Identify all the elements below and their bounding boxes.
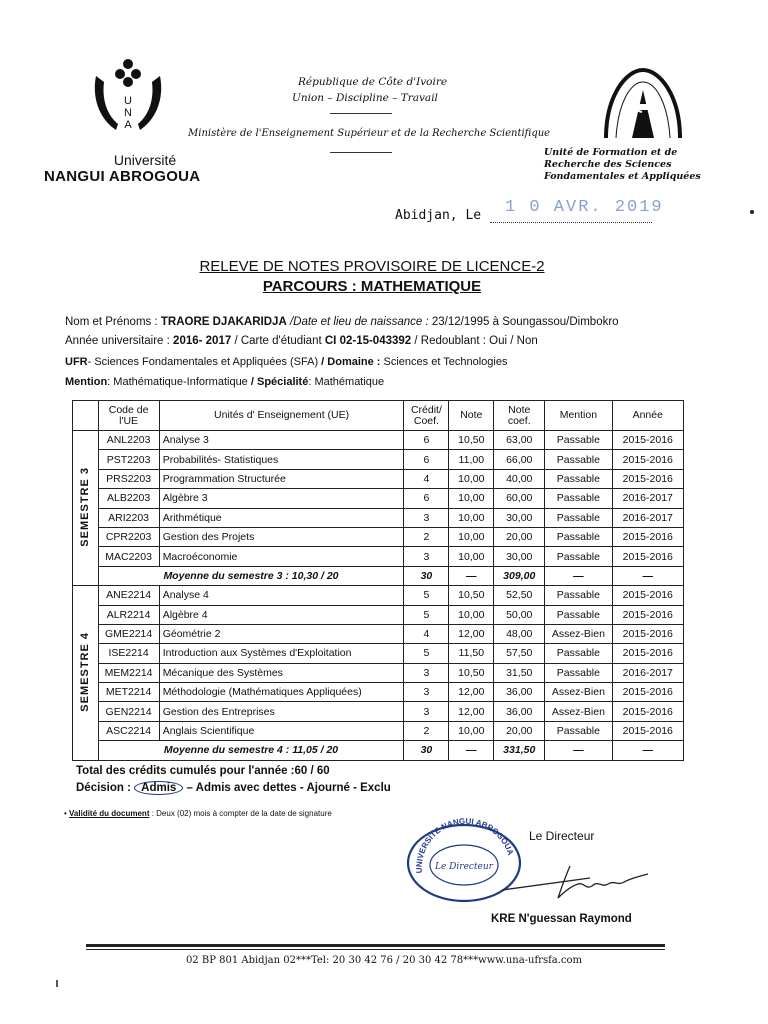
table-row <box>73 605 684 624</box>
republic-name: République de Côte d'Ivoire <box>298 76 448 88</box>
ue-note-coef: 30,00 <box>494 508 545 527</box>
ue-year: 2015-2016 <box>612 605 683 624</box>
university-name-line1: Université <box>113 152 177 168</box>
ue-name: Analyse 3 <box>159 431 404 450</box>
ue-credit: 5 <box>404 586 449 605</box>
ue-year: 2016-2017 <box>612 508 683 527</box>
ue-name: Gestion des Entreprises <box>159 702 404 721</box>
semester-total-note: — <box>449 566 494 585</box>
ue-year: 2015-2016 <box>612 586 683 605</box>
place-label: Abidjan, Le <box>395 208 482 223</box>
ue-credit: 2 <box>404 721 449 740</box>
ue-mention: Assez-Bien <box>545 624 612 643</box>
ue-credit: 3 <box>404 547 449 566</box>
validity-note <box>64 809 332 818</box>
semester-total-credit: 30 <box>404 741 449 760</box>
semester-total-mention: — <box>545 566 612 585</box>
table-row <box>73 527 684 546</box>
specialty-label: / Spécialité <box>247 376 309 388</box>
director-name: KRE N'guessan Raymond <box>491 913 632 925</box>
date-underline <box>490 222 652 223</box>
table-row <box>73 469 684 488</box>
semester-total-mention: — <box>545 741 612 760</box>
ufr-name-line3: Fondamentales et Appliquées <box>544 171 701 182</box>
university-name-line2: NANGUI ABROGOUA <box>44 168 201 185</box>
ue-mention: Passable <box>545 605 612 624</box>
ue-year: 2015-2016 <box>612 469 683 488</box>
university-logo <box>88 56 168 146</box>
ue-year: 2015-2016 <box>612 644 683 663</box>
ue-code: ANE2214 <box>98 586 159 605</box>
footer-rule <box>86 949 665 950</box>
table-row <box>73 489 684 508</box>
card-label: / Carte d'étudiant <box>231 335 325 347</box>
ue-code: ANL2203 <box>98 431 159 450</box>
national-motto: Union – Discipline – Travail <box>292 92 438 104</box>
scan-mark <box>56 980 58 987</box>
table-row <box>73 431 684 450</box>
ue-credit: 5 <box>404 644 449 663</box>
ue-name: Programmation Structurée <box>159 469 404 488</box>
ue-note-coef: 20,00 <box>494 721 545 740</box>
semester-total-credit: 30 <box>404 566 449 585</box>
ue-credit: 4 <box>404 469 449 488</box>
student-card: CI 02-15-043392 <box>324 335 412 347</box>
ue-mention: Assez-Bien <box>545 702 612 721</box>
ue-year: 2015-2016 <box>612 624 683 643</box>
ministry-name: Ministère de l'Enseignement Supérieur et de la Recherche Scientifique <box>188 128 551 139</box>
validity-label: Validité du document <box>69 809 150 818</box>
ue-name: Arithmétique <box>159 508 404 527</box>
ue-name: Méthodologie (Mathématiques Appliquées) <box>159 683 404 702</box>
ue-name: Introduction aux Systèmes d'Exploitation <box>159 644 404 663</box>
ue-mention: Passable <box>545 489 612 508</box>
birth-label: /Date et lieu de naissance : <box>286 316 432 328</box>
ue-mention: Passable <box>545 721 612 740</box>
code-header: Code de l'UE <box>98 401 159 431</box>
ue-code: MET2214 <box>98 683 159 702</box>
ue-year: 2016-2017 <box>612 489 683 508</box>
ue-code: PRS2203 <box>98 469 159 488</box>
ue-credit: 2 <box>404 527 449 546</box>
ue-note: 12,00 <box>449 702 494 721</box>
ue-code: CPR2203 <box>98 527 159 546</box>
ue-credit: 6 <box>404 431 449 450</box>
svg-text:A: A <box>124 119 132 131</box>
ue-note: 10,00 <box>449 605 494 624</box>
ue-note-coef: 40,00 <box>494 469 545 488</box>
mention-label: Mention <box>65 376 108 388</box>
ue-code: ISE2214 <box>98 644 159 663</box>
year-label: Année universitaire : <box>65 335 174 347</box>
ue-note-coef: 52,50 <box>494 586 545 605</box>
table-row <box>73 683 684 702</box>
ue-note-coef: 57,50 <box>494 644 545 663</box>
date-stamp: 1 0 AVR. 2019 <box>505 198 664 217</box>
ue-year: 2015-2016 <box>612 547 683 566</box>
table-row <box>73 586 684 605</box>
academic-year: 2016- 2017 <box>173 335 232 347</box>
ufr-logo <box>596 66 690 142</box>
decision-line <box>76 781 391 795</box>
table-header-row <box>73 401 684 431</box>
year-header: Année <box>612 401 683 431</box>
semester-average: Moyenne du semestre 4 : 11,05 / 20 <box>98 741 404 760</box>
ue-note-coef: 63,00 <box>494 431 545 450</box>
ue-code: PST2203 <box>98 450 159 469</box>
table-row <box>73 702 684 721</box>
semester-average-row <box>73 741 684 760</box>
table-row <box>73 721 684 740</box>
ue-year: 2016-2017 <box>612 663 683 682</box>
domain-label: / Domaine : <box>318 356 384 368</box>
ue-mention: Passable <box>545 469 612 488</box>
grades-table <box>72 400 684 761</box>
table-row <box>73 663 684 682</box>
ue-mention: Passable <box>545 547 612 566</box>
unit-header: Unités d' Enseignement (UE) <box>159 401 404 431</box>
ue-name: Macroéconomie <box>159 547 404 566</box>
semester-label: SEMESTRE 3 <box>79 466 92 547</box>
ue-code: ARI2203 <box>98 508 159 527</box>
table-body <box>73 431 684 761</box>
ue-note: 12,00 <box>449 624 494 643</box>
ue-note-coef: 30,00 <box>494 547 545 566</box>
ue-note: 10,00 <box>449 469 494 488</box>
stamp-center-text: Le Directeur <box>435 862 493 872</box>
specialty-value: : Mathématique <box>308 376 385 388</box>
ue-code: ALR2214 <box>98 605 159 624</box>
mention-header: Mention <box>545 401 612 431</box>
mention-line <box>65 376 384 388</box>
ue-code: GME2214 <box>98 624 159 643</box>
ufr-name <box>544 147 734 183</box>
ue-note: 10,50 <box>449 663 494 682</box>
ue-code: ALB2203 <box>98 489 159 508</box>
header-separator <box>330 152 392 153</box>
ue-name: Analyse 4 <box>159 586 404 605</box>
academic-year-line <box>65 335 538 347</box>
header-separator <box>330 113 392 114</box>
ue-mention: Passable <box>545 663 612 682</box>
ue-name: Probabilités- Statistiques <box>159 450 404 469</box>
repeat-label: / Redoublant : Oui / Non <box>411 335 538 347</box>
table-row <box>73 644 684 663</box>
ue-note-coef: 20,00 <box>494 527 545 546</box>
ue-note: 10,00 <box>449 547 494 566</box>
ue-year: 2015-2016 <box>612 431 683 450</box>
ue-code: MEM2214 <box>98 663 159 682</box>
mention-value: : Mathématique-Informatique <box>107 376 248 388</box>
student-name-line <box>65 316 619 328</box>
semester-total-note-coef: 331,50 <box>494 741 545 760</box>
ue-code: GEN2214 <box>98 702 159 721</box>
ue-credit: 3 <box>404 508 449 527</box>
ue-name: Algèbre 3 <box>159 489 404 508</box>
semester-average-row <box>73 566 684 585</box>
birth-info: 23/12/1995 à Soungassou/Dimbokro <box>431 316 619 328</box>
footer-address: 02 BP 801 Abidjan 02***Tel: 20 30 42 76 / 20 30 42 78***www.una-ufrsfa.com <box>185 955 583 966</box>
scan-mark <box>750 210 754 214</box>
ue-mention: Passable <box>545 508 612 527</box>
semester-average: Moyenne du semestre 3 : 10,30 / 20 <box>98 566 404 585</box>
svg-text:U: U <box>124 95 132 107</box>
note-coef-header: Note coef. <box>494 401 545 431</box>
ue-credit: 5 <box>404 605 449 624</box>
document-subtitle: PARCOURS : MATHEMATIQUE <box>262 278 482 295</box>
ue-year: 2015-2016 <box>612 527 683 546</box>
semester-cell <box>73 586 99 761</box>
ue-year: 2015-2016 <box>612 702 683 721</box>
ue-note: 10,50 <box>449 431 494 450</box>
bullet-icon: • <box>64 809 70 818</box>
semester-total-note-coef: 309,00 <box>494 566 545 585</box>
decision-label: Décision : <box>76 782 135 794</box>
ufr-value: - Sciences Fondamentales et Appliquées (SFA) <box>87 356 319 368</box>
ue-credit: 3 <box>404 683 449 702</box>
note-header: Note <box>449 401 494 431</box>
ue-credit: 4 <box>404 624 449 643</box>
ue-year: 2015-2016 <box>612 721 683 740</box>
ue-mention: Passable <box>545 450 612 469</box>
ue-note-coef: 60,00 <box>494 489 545 508</box>
student-name: TRAORE DJAKARIDJA <box>160 316 287 328</box>
ue-name: Mécanique des Systèmes <box>159 663 404 682</box>
ue-note-coef: 36,00 <box>494 683 545 702</box>
ufr-line <box>65 356 507 368</box>
stamp-ring-text: UNIVERSITE NANGUI ABROGOUA <box>414 816 516 874</box>
ue-mention: Assez-Bien <box>545 683 612 702</box>
ue-note-coef: 48,00 <box>494 624 545 643</box>
table-row <box>73 450 684 469</box>
ue-year: 2015-2016 <box>612 450 683 469</box>
ue-note: 10,50 <box>449 586 494 605</box>
ue-note: 11,00 <box>449 450 494 469</box>
director-signature <box>500 860 650 900</box>
semester-total-note: — <box>449 741 494 760</box>
semester-label: SEMESTRE 4 <box>79 631 92 712</box>
total-credits: Total des crédits cumulés pour l'année :60 / 60 <box>76 765 330 777</box>
name-label: Nom et Prénoms : <box>65 316 161 328</box>
ue-credit: 6 <box>404 450 449 469</box>
semester-cell <box>73 431 99 586</box>
ue-note: 11,50 <box>449 644 494 663</box>
ue-credit: 3 <box>404 663 449 682</box>
ue-name: Gestion des Projets <box>159 527 404 546</box>
semester-total-year: — <box>612 566 683 585</box>
footer-rule <box>86 944 665 947</box>
ue-note: 12,00 <box>449 683 494 702</box>
ue-name: Anglais Scientifique <box>159 721 404 740</box>
ue-mention: Passable <box>545 586 612 605</box>
ufr-label: UFR <box>65 356 88 368</box>
ue-year: 2015-2016 <box>612 683 683 702</box>
semester-header <box>73 401 99 431</box>
credit-header: Crédit/ Coef. <box>404 401 449 431</box>
table-row <box>73 508 684 527</box>
table-row <box>73 624 684 643</box>
ue-note: 10,00 <box>449 527 494 546</box>
ue-note-coef: 66,00 <box>494 450 545 469</box>
ue-credit: 6 <box>404 489 449 508</box>
ue-mention: Passable <box>545 527 612 546</box>
decision-selected: Admis <box>134 781 183 795</box>
ue-note-coef: 50,00 <box>494 605 545 624</box>
ue-note-coef: 31,50 <box>494 663 545 682</box>
ue-note-coef: 36,00 <box>494 702 545 721</box>
ue-code: MAC2203 <box>98 547 159 566</box>
ue-name: Géométrie 2 <box>159 624 404 643</box>
decision-options: – Admis avec dettes - Ajourné - Exclu <box>183 782 391 794</box>
ue-mention: Passable <box>545 644 612 663</box>
ue-note: 10,00 <box>449 721 494 740</box>
validity-text: : Deux (02) mois à compter de la date de signature <box>149 809 332 818</box>
semester-total-year: — <box>612 741 683 760</box>
table-row <box>73 547 684 566</box>
ue-credit: 3 <box>404 702 449 721</box>
ue-note: 10,00 <box>449 508 494 527</box>
ufr-name-line1: Unité de Formation et de <box>544 147 678 158</box>
document-title: RELEVE DE NOTES PROVISOIRE DE LICENCE-2 <box>199 258 545 275</box>
ue-mention: Passable <box>545 431 612 450</box>
ue-code: ASC2214 <box>98 721 159 740</box>
domain-value: Sciences et Technologies <box>383 356 508 368</box>
ue-note: 10,00 <box>449 489 494 508</box>
svg-text:N: N <box>124 107 132 119</box>
ue-name: Algèbre 4 <box>159 605 404 624</box>
director-title: Le Directeur <box>529 829 595 843</box>
ufr-name-line2: Recherche des Sciences <box>544 159 672 170</box>
